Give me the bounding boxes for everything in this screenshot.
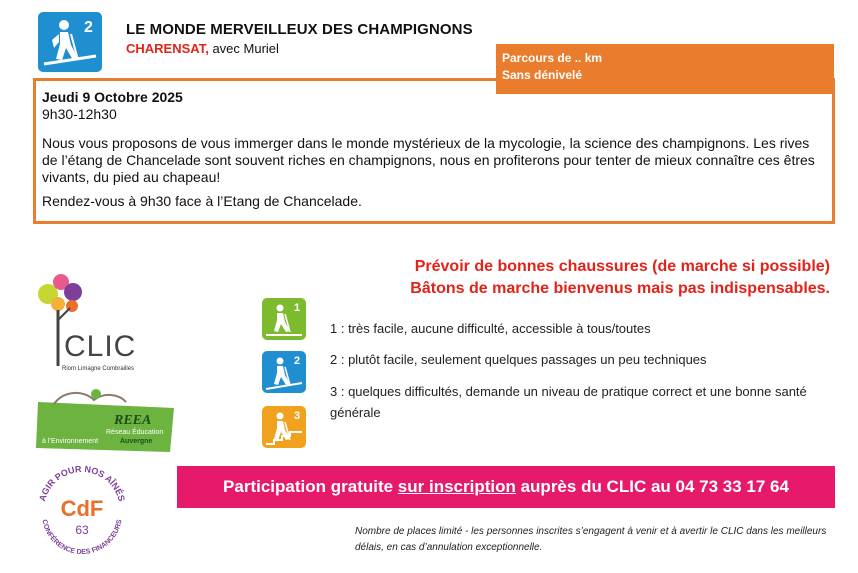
- cdf-mark: CdF: [60, 496, 104, 521]
- route-info-tag: [496, 44, 834, 94]
- level-1-number: 1: [294, 302, 301, 314]
- participation-post: auprès du CLIC au 04 73 33 17 64: [515, 477, 789, 496]
- location-name: CHARENSAT,: [126, 41, 209, 56]
- hiking-level-1-icon: [262, 298, 306, 340]
- registration-link: sur inscription: [397, 477, 516, 496]
- guide-name: avec Muriel: [208, 41, 279, 56]
- level-3-description: 3 : quelques difficultés, demande un niveau de pratique correct et une bonne santé générale: [330, 384, 807, 420]
- level-1-description: 1 : très facile, aucune difficulté, accessible à tous/toutes: [330, 321, 651, 336]
- reea-line-1: Réseau Éducation: [106, 429, 164, 436]
- event-time: 9h30-12h30: [42, 106, 117, 122]
- level-2-number: 2: [294, 355, 301, 367]
- hiking-level-2-icon: [38, 12, 102, 72]
- advice-poles: Bâtons de marche bienvenus mais pas indispensables.: [410, 280, 830, 297]
- cdf-logo: [30, 458, 134, 562]
- reea-line-2: à l’Environnement: [42, 438, 99, 445]
- advice-shoes: Prévoir de bonnes chaussures (de marche si possible): [414, 258, 830, 275]
- level-badge-number: 2: [84, 19, 93, 36]
- footnote: Nombre de places limité - les personnes inscrites s’engagent à venir et à avertir le CLIC dans les meilleurs délais, en cas d’annulation exceptionnelle.: [355, 526, 827, 553]
- participation-banner: [177, 466, 835, 508]
- page-title: LE MONDE MERVEILLEUX DES CHAMPIGNONS: [126, 21, 473, 38]
- cdf-bottom-text: CONFÉRENCE DES FINANCEURS: [40, 518, 124, 557]
- meeting-point: Rendez-vous à 9h30 face à l’Etang de Chancelade.: [42, 193, 362, 209]
- reea-logo: [34, 386, 180, 456]
- reea-line-3: Auvergne: [120, 438, 153, 445]
- cdf-number: 63: [75, 523, 89, 537]
- level-2-description: 2 : plutôt facile, seulement quelques passages un peu techniques: [330, 352, 707, 367]
- subtitle: [126, 41, 279, 56]
- hiking-level-2-legend-icon: [262, 351, 306, 393]
- cdf-top-text: AGIR POUR NOS AÎNÉS: [37, 463, 127, 503]
- event-date: Jeudi 9 Octobre 2025: [42, 89, 183, 105]
- level-3-number: 3: [294, 410, 301, 422]
- reea-title: REEA: [114, 413, 152, 428]
- route-elevation: Sans dénivelé: [502, 68, 583, 82]
- clic-logo-text: CLIC: [64, 330, 137, 363]
- participation-pre: Participation gratuite: [223, 477, 398, 496]
- event-description: Nous vous proposons de vous immerger dans le monde mystérieux de la mycologie, la science des champignons. Les rives de l’étang de Chancelade sont souvent riches en champignons, nous en profiterons pour tenter de mieux connaître ces êtres vivants, du pied au chapeau!: [42, 135, 815, 185]
- event-details-box: [33, 78, 835, 224]
- hiking-level-3-icon: [262, 406, 306, 448]
- route-distance: Parcours de .. km: [502, 51, 603, 65]
- clic-logo-subtitle: Riom Limagne Combrailles: [62, 366, 135, 372]
